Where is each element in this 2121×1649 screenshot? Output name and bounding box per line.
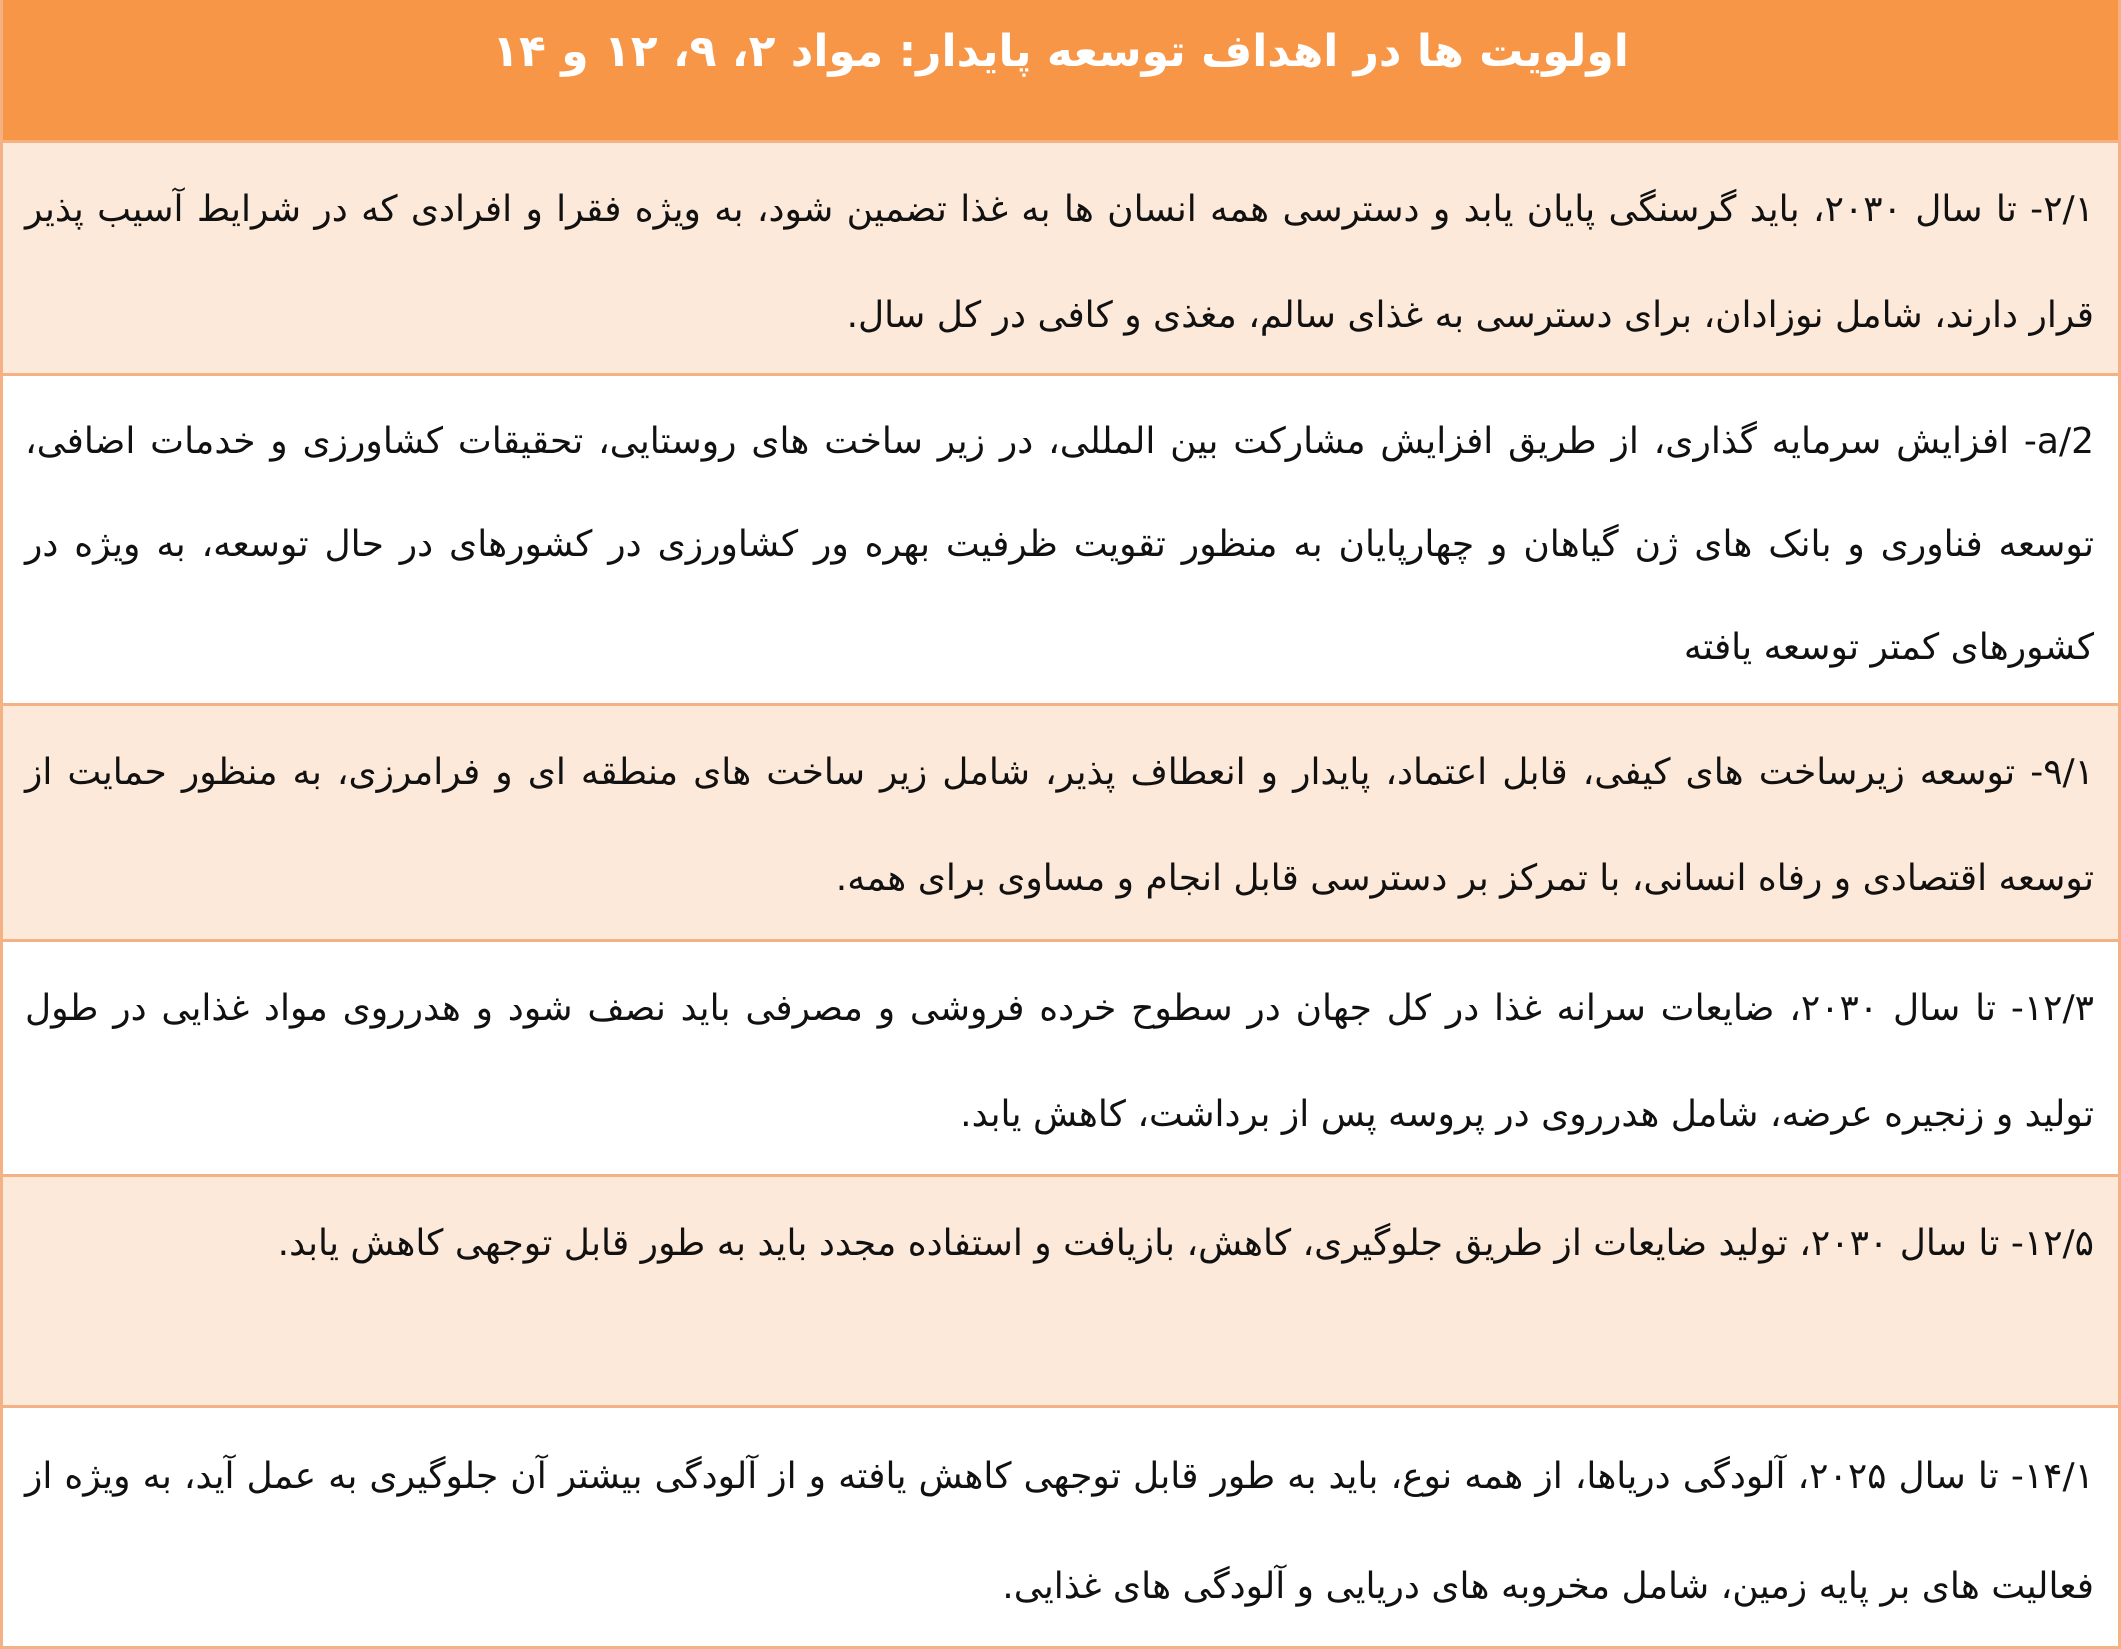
table-row-2-1: ۲/۱- تا سال ۲۰۳۰، باید گرسنگی پایان یابد و دسترسی همه انسان ها به غذا تضمین شود، به ویژه فقرا و افرادی که در شرایط آسیب پذیر قرار دارند، شامل نوزادان، برای دسترسی به غذای سالم، مغذی و کافی در کل سال.: [3, 140, 2118, 373]
table-row-2-a: 2/a- افزایش سرمایه گذاری، از طریق افزایش مشارکت بین المللی، در زیر ساخت های روستایی، تحقیقات کشاورزی و خدمات اضافی، توسعه فناوری و بانک های ژن گیاهان و چهارپایان به منظور تقویت ظرفیت بهره ور کشاورزی در کشورهای در حال توسعه، به ویژه در کشورهای کمتر توسعه یافته: [3, 373, 2118, 703]
table-row-14-1: ۱۴/۱- تا سال ۲۰۲۵، آلودگی دریاها، از همه نوع، باید به طور قابل توجهی کاهش یافته و از آلودگی بیشتر آن جلوگیری به عمل آید، به ویژه از فعالیت های بر پایه زمین، شامل مخروبه های دریایی و آلودگی های غذایی.: [3, 1405, 2118, 1646]
table-row-12-3: ۱۲/۳- تا سال ۲۰۳۰، ضایعات سرانه غذا در کل جهان در سطوح خرده فروشی و مصرفی باید نصف شود و هدرروی مواد غذایی در طول تولید و زنجیره عرضه، شامل هدرروی در پروسه پس از برداشت، کاهش یابد.: [3, 939, 2118, 1174]
table-row-12-5: ۱۲/۵- تا سال ۲۰۳۰، تولید ضایعات از طریق جلوگیری، کاهش، بازیافت و استفاده مجدد باید به طور قابل توجهی کاهش یابد.: [3, 1174, 2118, 1405]
table-row-9-1: ۹/۱- توسعه زیرساخت های کیفی، قابل اعتماد، پایدار و انعطاف پذیر، شامل زیر ساخت های منطقه ای و فرامرزی، به منظور حمایت از توسعه اقتصادی و رفاه انسانی، با تمرکز بر دسترسی قابل انجام و مساوی برای همه.: [3, 703, 2118, 939]
table-title: اولویت ها در اهداف توسعه پایدار: مواد ۲، ۹، ۱۲ و ۱۴: [3, 0, 2118, 140]
